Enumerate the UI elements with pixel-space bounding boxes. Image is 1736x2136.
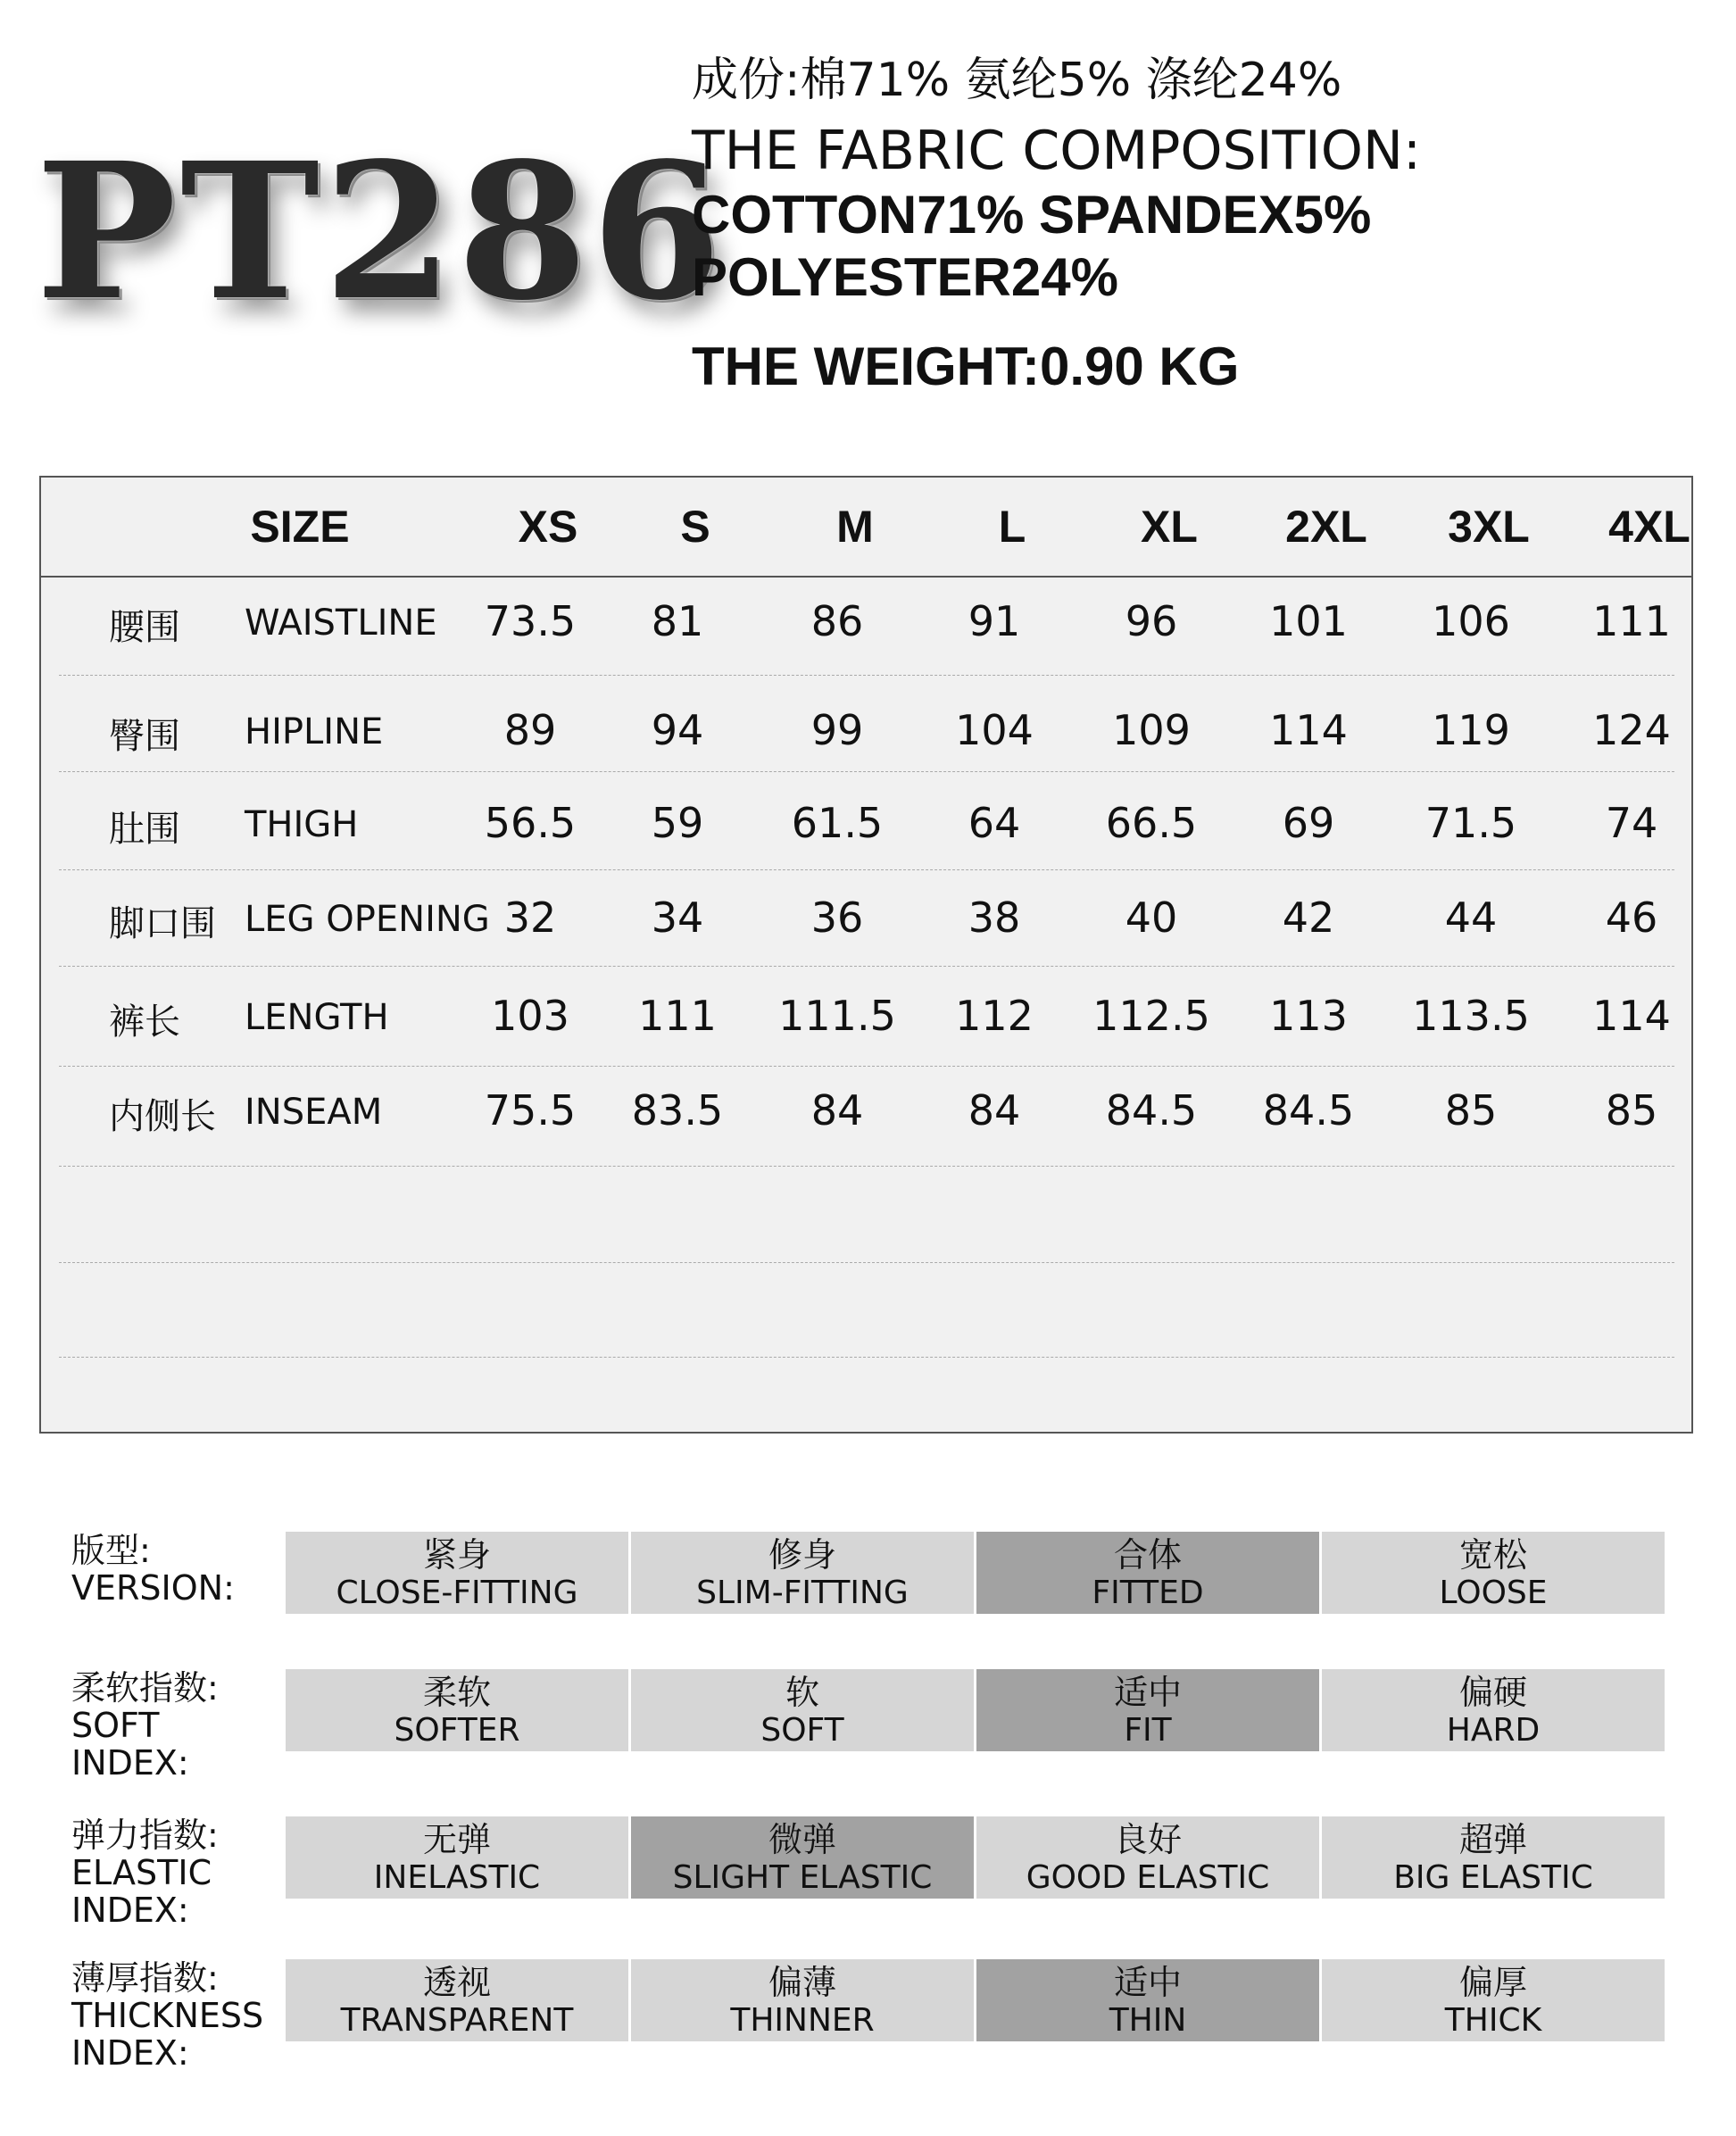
table-cell: 96	[1125, 597, 1178, 645]
table-cell: 84.5	[1105, 1086, 1198, 1134]
table-cell: 32	[503, 893, 557, 942]
option-label-en: FITTED	[1092, 1575, 1204, 1611]
attribute-label	[71, 1816, 219, 1929]
table-cell: 111	[638, 992, 717, 1040]
table-row	[59, 676, 1674, 772]
table-cell: 81	[651, 597, 704, 645]
table-cell: 34	[651, 893, 704, 942]
attribute-label-cn: 版型:	[71, 1531, 151, 1570]
attribute-label-en: INDEX:	[71, 1891, 189, 1930]
product-code-logo: PT286	[36, 121, 726, 342]
option-label-cn: 合体	[1113, 1535, 1182, 1575]
empty-row	[59, 1263, 1674, 1358]
option-label-cn: 柔软	[422, 1673, 491, 1712]
size-table-header	[41, 478, 1691, 578]
table-row	[59, 967, 1674, 1067]
table-cell: 112.5	[1092, 992, 1210, 1040]
attribute-option	[631, 1532, 974, 1614]
option-label-cn: 紧身	[422, 1535, 491, 1575]
table-cell: 59	[651, 799, 704, 847]
measure-name-cn: 内侧长	[109, 1096, 216, 1137]
table-cell: 111.5	[778, 992, 896, 1040]
table-cell: 71.5	[1425, 799, 1517, 847]
option-label-cn: 修身	[768, 1535, 836, 1575]
attribute-option	[286, 1959, 628, 2041]
option-label-en: TRANSPARENT	[340, 2002, 574, 2039]
table-cell: 99	[810, 706, 864, 754]
table-cell: 84.5	[1262, 1086, 1355, 1134]
empty-row	[59, 1361, 1674, 1455]
measure-name-en: LEG OPENING	[245, 899, 490, 940]
measure-name-en: WAISTLINE	[245, 603, 437, 644]
table-cell: 113	[1269, 992, 1348, 1040]
option-label-en: SLIGHT ELASTIC	[672, 1859, 933, 1896]
table-cell: 64	[968, 799, 1021, 847]
composition-title: THE FABRIC COMPOSITION:	[692, 120, 1422, 182]
table-cell: 75.5	[484, 1086, 577, 1134]
table-cell: 56.5	[484, 799, 577, 847]
attribute-option-selected	[631, 1816, 974, 1899]
attribute-label-cn: 柔软指数:	[71, 1668, 219, 1708]
table-cell: 42	[1282, 893, 1335, 942]
table-cell: 114	[1592, 992, 1671, 1040]
composition-cn: 成份:棉71% 氨纶5% 涤纶24%	[692, 54, 1342, 107]
attribute-option	[1322, 1532, 1665, 1614]
table-cell: 86	[810, 597, 864, 645]
size-col-header: M	[836, 502, 874, 552]
size-col-header: XS	[518, 502, 578, 552]
table-cell: 66.5	[1105, 799, 1198, 847]
table-cell: 74	[1605, 799, 1658, 847]
option-label-cn: 超弹	[1458, 1820, 1527, 1859]
option-label-en: INELASTIC	[373, 1859, 541, 1896]
table-row	[59, 1067, 1674, 1167]
composition-line-1: COTTON71% SPANDEX5%	[692, 185, 1372, 245]
option-label-en: BIG ELASTIC	[1393, 1859, 1593, 1896]
option-label-cn: 无弹	[422, 1820, 491, 1859]
option-label-en: CLOSE-FITTING	[336, 1575, 578, 1611]
attribute-label-en: INDEX:	[71, 2033, 189, 2073]
table-cell: 84	[810, 1086, 864, 1134]
option-label-cn: 微弹	[768, 1820, 836, 1859]
table-cell: 83.5	[631, 1086, 724, 1134]
table-cell: 119	[1432, 706, 1510, 754]
option-label-cn: 适中	[1113, 1673, 1182, 1712]
option-label-cn: 偏薄	[768, 1963, 836, 2002]
fabric-info	[692, 45, 1718, 398]
table-cell: 61.5	[791, 799, 884, 847]
table-cell: 113.5	[1412, 992, 1530, 1040]
attribute-label-en: ELASTIC	[71, 1853, 212, 1892]
size-col-header: L	[998, 502, 1026, 552]
option-label-en: SLIM-FITTING	[696, 1575, 909, 1611]
attribute-label-en: INDEX:	[71, 1743, 189, 1783]
attribute-label-en: THICKNESS	[71, 1996, 264, 2035]
measure-name-en: INSEAM	[245, 1092, 383, 1133]
option-label-en: THINNER	[730, 2002, 875, 2039]
size-header-label: SIZE	[250, 502, 350, 552]
table-cell: 85	[1605, 1086, 1658, 1134]
weight-text: THE WEIGHT:0.90 KG	[692, 337, 1240, 396]
size-col-header: XL	[1141, 502, 1198, 552]
table-row	[59, 578, 1674, 676]
table-cell: 69	[1282, 799, 1335, 847]
table-cell: 89	[503, 706, 557, 754]
table-cell: 91	[968, 597, 1021, 645]
measure-name-cn: 裤长	[109, 1002, 180, 1043]
option-label-cn: 宽松	[1458, 1535, 1527, 1575]
option-label-cn: 软	[785, 1673, 819, 1712]
option-label-cn: 适中	[1113, 1963, 1182, 2002]
attribute-label	[71, 1669, 219, 1782]
table-cell: 38	[968, 893, 1021, 942]
table-cell: 103	[491, 992, 569, 1040]
measure-name-en: HIPLINE	[245, 711, 384, 752]
option-label-en: GOOD ELASTIC	[1026, 1859, 1270, 1896]
table-cell: 111	[1592, 597, 1671, 645]
measure-name-cn: 臀围	[109, 716, 180, 757]
option-label-cn: 良好	[1113, 1820, 1182, 1859]
table-cell: 112	[955, 992, 1034, 1040]
option-label-cn: 偏厚	[1458, 1963, 1527, 2002]
attribute-option	[286, 1816, 628, 1899]
option-label-en: LOOSE	[1439, 1575, 1548, 1611]
size-col-header: S	[680, 502, 710, 552]
table-cell: 73.5	[484, 597, 577, 645]
size-col-header: 3XL	[1448, 502, 1530, 552]
option-label-en: HARD	[1446, 1712, 1541, 1749]
option-label-cn: 偏硬	[1458, 1673, 1527, 1712]
attribute-option	[631, 1669, 974, 1751]
table-cell: 46	[1605, 893, 1658, 942]
attribute-option	[286, 1532, 628, 1614]
attribute-option-selected	[976, 1532, 1319, 1614]
table-cell: 94	[651, 706, 704, 754]
table-cell: 101	[1269, 597, 1348, 645]
table-cell: 36	[810, 893, 864, 942]
table-cell: 106	[1432, 597, 1510, 645]
measure-name-en: LENGTH	[245, 997, 389, 1038]
measure-name-en: THIGH	[245, 804, 359, 845]
size-col-header: 4XL	[1608, 502, 1690, 552]
table-cell: 84	[968, 1086, 1021, 1134]
table-cell: 114	[1269, 706, 1348, 754]
attribute-label-en: VERSION:	[71, 1568, 235, 1608]
table-cell: 109	[1112, 706, 1191, 754]
attribute-option	[286, 1669, 628, 1751]
attribute-option	[631, 1959, 974, 2041]
table-cell: 104	[955, 706, 1034, 754]
attribute-label-en: SOFT	[71, 1706, 160, 1745]
attribute-option	[1322, 1669, 1665, 1751]
attribute-label	[71, 1532, 235, 1607]
table-cell: 40	[1125, 893, 1178, 942]
option-label-cn: 透视	[422, 1963, 491, 2002]
option-label-en: FIT	[1124, 1712, 1172, 1749]
attribute-label-cn: 弹力指数:	[71, 1816, 219, 1855]
size-col-header: 2XL	[1285, 502, 1367, 552]
table-cell: 124	[1592, 706, 1671, 754]
size-table	[39, 476, 1693, 1434]
table-cell: 44	[1444, 893, 1498, 942]
attribute-option-selected	[976, 1959, 1319, 2041]
attribute-option	[1322, 1816, 1665, 1899]
attribute-label-cn: 薄厚指数:	[71, 1958, 219, 1998]
measure-name-cn: 腰围	[109, 607, 180, 648]
table-row	[59, 772, 1674, 870]
option-label-en: SOFT	[760, 1712, 844, 1749]
attribute-option	[1322, 1959, 1665, 2041]
measure-name-cn: 肚围	[109, 809, 180, 850]
table-row	[59, 870, 1674, 967]
option-label-en: SOFTER	[394, 1712, 520, 1749]
measure-name-cn: 脚口围	[109, 903, 216, 944]
empty-row	[59, 1167, 1674, 1263]
table-cell: 85	[1444, 1086, 1498, 1134]
attribute-option	[976, 1816, 1319, 1899]
composition-line-2: POLYESTER24%	[692, 247, 1118, 307]
option-label-en: THIN	[1109, 2002, 1187, 2039]
option-label-en: THICK	[1444, 2002, 1542, 2039]
attribute-option-selected	[976, 1669, 1319, 1751]
attribute-label	[71, 1959, 263, 2072]
